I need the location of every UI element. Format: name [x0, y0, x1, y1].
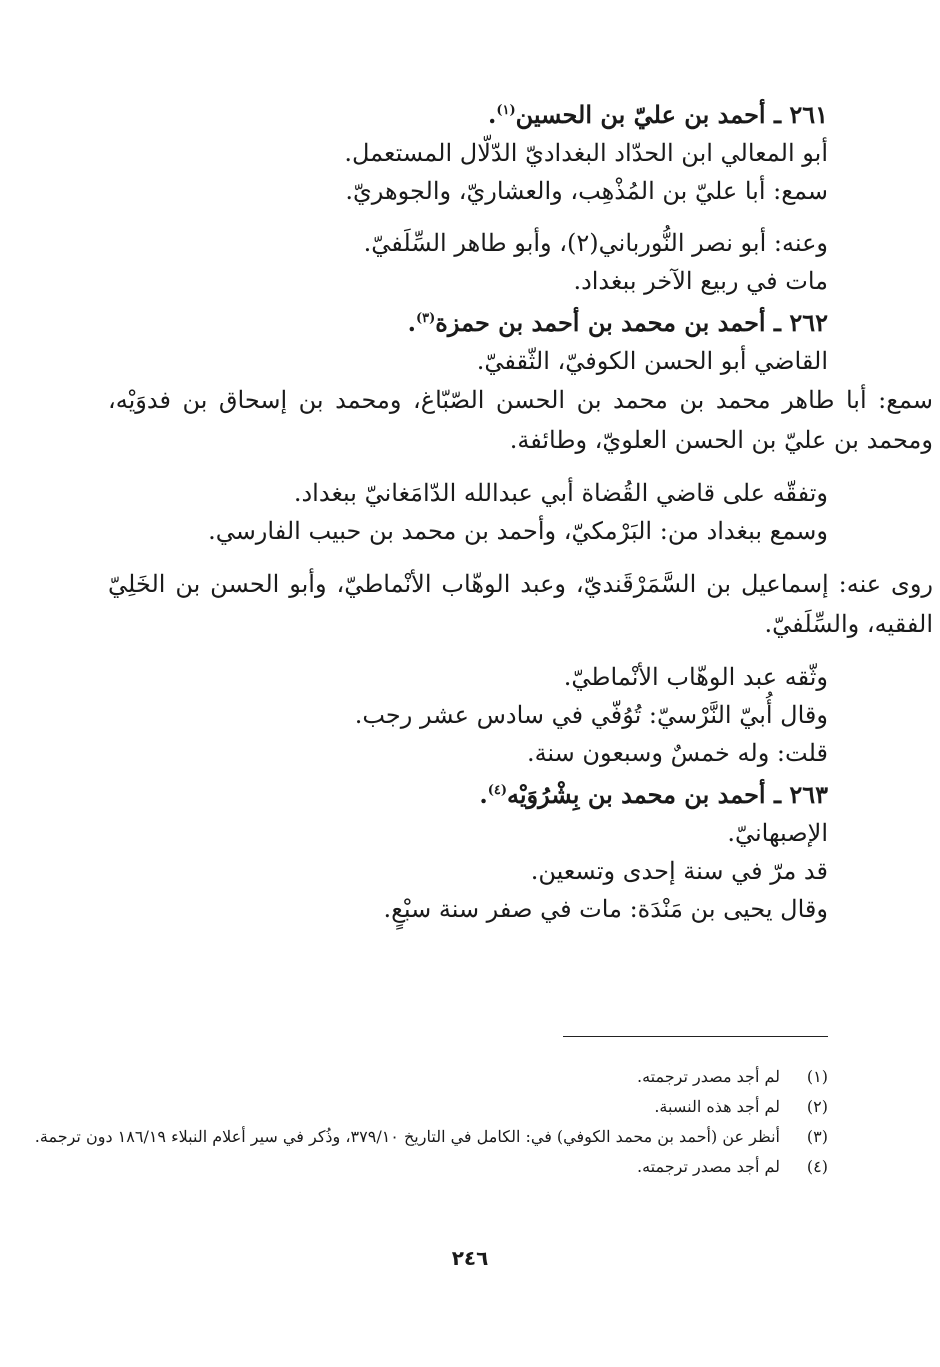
entry-heading-text: ٢٦٣ ـ أحمد بن محمد بن بِشْرُوَيْه — [507, 780, 828, 809]
footnote-number: (٢) — [806, 1097, 828, 1116]
footnotes — [34, 1062, 828, 1182]
footnote-number: (٣) — [806, 1127, 828, 1146]
footnote-number: (١) — [806, 1067, 828, 1086]
entry-heading-262: ٢٦٢ ـ أحمد بن محمد بن أحمد بن حمزة$^{(٣)}$. — [407, 308, 828, 337]
footnote-item — [108, 1152, 828, 1182]
entry-line: وعنه: أبو نصر النُّورباني(٢)، وأبو طاهر السِّلَفيّ. — [363, 229, 828, 257]
entry-line: وقال يحيى بن مَنْدَة: مات في صفر سنة سبْعٍ. — [383, 895, 828, 923]
footnote-separator — [563, 1036, 828, 1037]
footnote-text: لم أجد مصدر ترجمته. — [637, 1067, 780, 1086]
entry-heading-text: ٢٦١ ـ أحمد بن عليّ بن الحسين — [515, 100, 828, 129]
entry-line: قد مرّ في سنة إحدى وتسعين. — [530, 857, 828, 885]
footnote-number: (٤) — [806, 1157, 828, 1176]
entry-heading-261: ٢٦١ ـ أحمد بن عليّ بن الحسين$^{(١)}$. — [487, 100, 828, 129]
entry-paragraph: روى عنه: إسماعيل بن السَّمَرْقَنديّ، وعبد الوهّاب الأنْماطيّ، وأبو الحسن بن الخَلِيّ الفقيه، والسِّلَفيّ. — [108, 570, 933, 638]
entry-line: وثّقه عبد الوهّاب الأنْماطيّ. — [563, 663, 828, 691]
main-text — [108, 92, 934, 928]
footnote-item — [108, 1062, 828, 1092]
footnote-text: لم أجد مصدر ترجمته. — [637, 1157, 780, 1176]
footnote-marker: (٤) — [487, 783, 507, 798]
entry-paragraph: سمع: أبا طاهر محمد بن محمد بن الحسن الصّبّاغ، ومحمد بن إسحاق بن فدوَيْه، ومحمد بن عليّ بن الحسن العلويّ، وطائفة. — [108, 386, 934, 454]
entry-line: الإصبهانيّ. — [727, 819, 828, 847]
entry-line: قلت: وله خمسٌ وسبعون سنة. — [526, 739, 828, 767]
entry-line: وسمع ببغداد من: البَرْمكيّ، وأحمد بن محمد بن حبيب الفارسي. — [208, 517, 828, 545]
footnote-marker: (١) — [496, 103, 516, 118]
footnote-text: أنظر عن (أحمد بن محمد الكوفي) في: الكامل في التاريخ ٣٧٩/١٠، وذُكر في سير أعلام النبلاء ١٨٦/١٩ دون ترجمة. — [34, 1127, 780, 1146]
entry-line: القاضي أبو الحسن الكوفيّ، الثّقفيّ. — [476, 347, 828, 375]
footnote-text: لم أجد هذه النسبة. — [654, 1097, 780, 1116]
footnote-item — [34, 1122, 828, 1152]
entry-line: سمع: أبا عليّ بن المُذْهِب، والعشاريّ، والجوهريّ. — [345, 177, 828, 205]
page-number: ٢٤٦ — [451, 1246, 489, 1270]
footnote-item — [108, 1092, 828, 1122]
entry-line: أبو المعالي ابن الحدّاد البغداديّ الدّلّال المستعمل. — [344, 139, 828, 167]
entry-line: وقال أُبيّ النَّرْسيّ: تُوُفّي في سادس عشر رجب. — [354, 701, 828, 729]
entry-heading-263: ٢٦٣ ـ أحمد بن محمد بن بِشْرُوَيْه$^{(٤)}$. — [479, 780, 828, 809]
entry-line: مات في ربيع الآخر ببغداد. — [573, 267, 828, 295]
footnote-marker: (٣) — [416, 311, 436, 326]
entry-heading-text: ٢٦٢ ـ أحمد بن محمد بن أحمد بن حمزة — [435, 308, 828, 337]
entry-line: وتفقّه على قاضي القُضاة أبي عبدالله الدّامَغانيّ ببغداد. — [293, 479, 828, 507]
